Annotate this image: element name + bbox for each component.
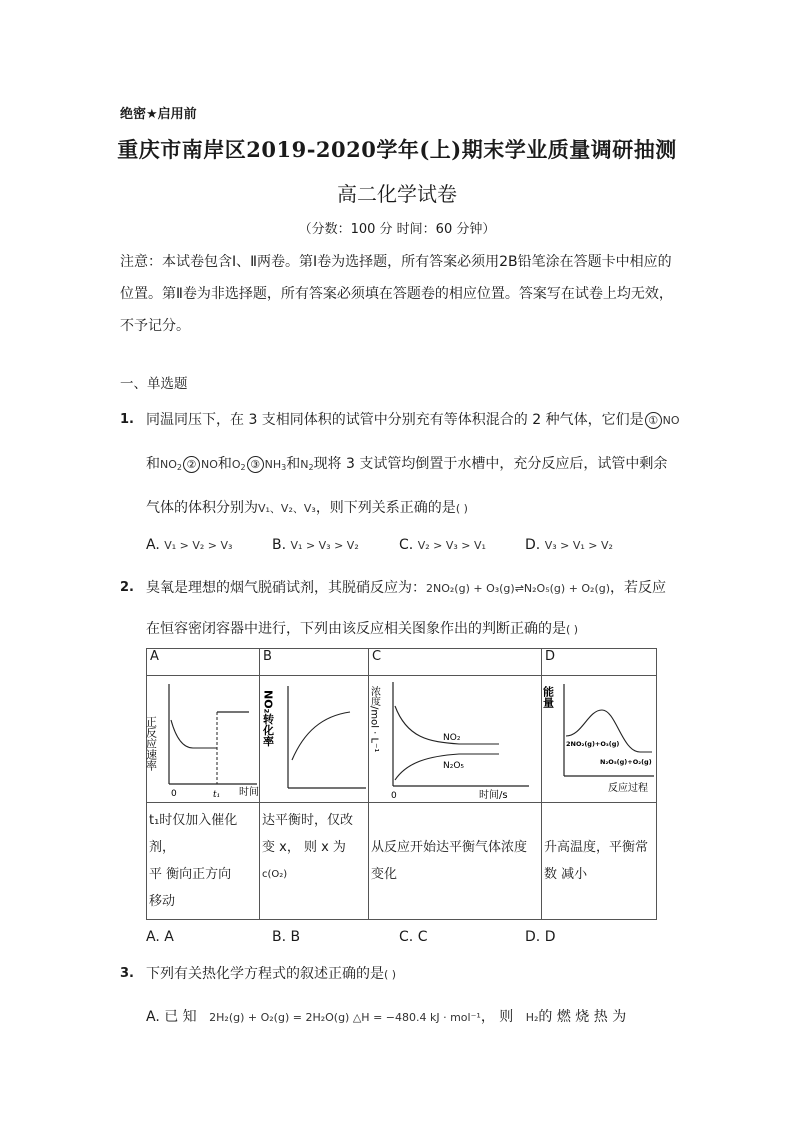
graph-c-xlabel: 时间/s	[479, 790, 508, 801]
exam-notice: 注意：本试卷包含Ⅰ、Ⅱ两卷。第Ⅰ卷为选择题，所有答案必须用2B铅笔涂在答题卡中相应的位置。第Ⅱ卷为非选择题，所有答案必须填在答题卷的相应位置。答案写在试卷上均无效，不予记分。	[120, 254, 673, 334]
graph-d-ylabel: 能量	[541, 686, 555, 708]
q2-option-a[interactable]: A. A	[146, 929, 174, 945]
graph-c-ylabel: 浓度/mol · L⁻¹	[368, 686, 380, 753]
graph-cell-d	[542, 676, 657, 803]
q1-he: 和	[217, 456, 232, 472]
q2-text: 在恒容密闭容器中进行，下列由该反应相关图象作出的判断正确的是	[146, 621, 566, 637]
question-number: 1.	[120, 412, 134, 427]
circle-num: ②	[183, 456, 200, 473]
graph-a-t1: t₁	[213, 790, 221, 800]
exam-subtitle: 高二化学试卷	[337, 182, 457, 206]
q3-option-a[interactable]: A. 已 知 2H₂(g) + O₂(g) = 2H₂O(g) △H = −480.4 kJ · mol⁻¹， 则 H₂的 燃 烧 热 为	[146, 1009, 627, 1025]
thermo-equation: 2H₂(g) + O₂(g) = 2H₂O(g) △H = −480.4 kJ · mol⁻¹	[209, 1011, 481, 1024]
graph-cell-b	[260, 676, 369, 803]
graph-a-ylabel: 正反应速率	[144, 716, 158, 771]
graph-d-xlabel: 反应过程	[608, 783, 648, 794]
q2-line2	[146, 618, 578, 638]
q2-option-c[interactable]: C. C	[399, 929, 428, 945]
q1-option-a[interactable]: A. V₁ > V₂ > V₃	[146, 537, 233, 553]
q2-option-b[interactable]: B. B	[272, 929, 301, 945]
graph-cell-a	[144, 676, 260, 803]
q1-he: 和	[146, 456, 160, 472]
graph-a-xlabel: 时间	[239, 787, 259, 798]
gas-label: $N_2$	[300, 458, 314, 472]
q1-text: 同温同压下，在 3 支相同体积的试管中分别充有等体积混合的 2 种气体，它们是	[146, 412, 644, 428]
gas-label: $NH_3$	[264, 458, 287, 472]
q1-line1	[146, 409, 680, 429]
table-header-b: B	[260, 649, 369, 676]
question-number: 2.	[120, 580, 134, 595]
graph-d-energy	[542, 676, 656, 802]
graph-b-ylabel: NO₂转化率	[261, 690, 275, 747]
exam-title: 重庆市南岸区2019-2020学年(上)期末学业质量调研抽测	[117, 137, 677, 162]
q1-text: 气体的体积分别为	[146, 500, 258, 516]
circle-num: ③	[247, 456, 264, 473]
desc-c: 从反应开始达平衡气体浓度 变化	[369, 803, 542, 920]
graph-table	[146, 648, 657, 920]
q1-he: 和	[286, 456, 301, 472]
q1-line2	[146, 453, 667, 473]
q1-line3	[146, 497, 468, 517]
graph-b-conversion	[260, 676, 368, 802]
graph-a-reaction-rate	[144, 676, 259, 802]
gas-label: NO	[662, 414, 680, 427]
q1-text: ，则下列关系正确的是	[315, 500, 456, 516]
q1-text: 现将 3 支试管均倒置于水槽中，充分反应后，试管中剩余	[313, 456, 668, 472]
answer-paren: ( )	[566, 623, 579, 636]
question-number: 3.	[120, 966, 134, 981]
circle-num: ①	[645, 412, 662, 429]
graph-d-left-label: 2NO₂(g)+O₃(g)	[566, 740, 620, 748]
q3-line1	[146, 963, 396, 983]
graph-c-concentration	[369, 676, 541, 802]
answer-paren: ( )	[384, 968, 397, 981]
desc-a: t₁时仅加入催化剂， 平 衡向正方向 移动	[147, 803, 260, 920]
graph-cell-c	[369, 676, 542, 803]
h2-label: H₂	[525, 1011, 539, 1024]
reaction-equation: 2NO₂(g) + O₃(g)⇌N₂O₅(g) + O₂(g)	[426, 582, 611, 595]
table-header-c: C	[369, 649, 542, 676]
q2-text: 臭氧是理想的烟气脱硝试剂，其脱硝反应为：	[146, 580, 426, 596]
q1-option-b[interactable]: B. V₁ > V₃ > V₂	[272, 537, 359, 553]
volume-vars: V₁、V₂、V₃	[258, 502, 316, 515]
answer-paren: ( )	[455, 502, 468, 515]
table-header-a: A	[147, 649, 260, 676]
secret-mark: 绝密★启用前	[120, 107, 197, 122]
gas-label: NO	[200, 458, 218, 471]
section-title: 一、单选题	[120, 376, 188, 392]
graph-c-curve2: N₂O₅	[443, 761, 465, 771]
exam-meta: （分数：100 分 时间：60 分钟）	[298, 222, 496, 237]
q2-text: ，若反应	[610, 580, 667, 596]
graph-c-origin: 0	[391, 791, 397, 801]
q3-text: 下列有关热化学方程式的叙述正确的是	[146, 966, 384, 982]
q1-option-c[interactable]: C. V₂ > V₃ > V₁	[399, 537, 486, 553]
desc-d: 升高温度，平衡常 数 减小	[542, 803, 657, 920]
gas-label: $NO_2$	[160, 458, 182, 472]
q1-option-d[interactable]: D. V₃ > V₁ > V₂	[525, 537, 613, 553]
graph-a-origin: 0	[171, 789, 177, 799]
q2-option-d[interactable]: D. D	[525, 929, 556, 945]
q2-line1	[146, 577, 666, 597]
graph-c-curve1: NO₂	[443, 733, 461, 743]
table-header-d: D	[542, 649, 657, 676]
desc-b: 达平衡时，仅改 变 x， 则 x 为 c(O₂)	[260, 803, 369, 920]
graph-d-right-label: N₂O₅(g)+O₂(g)	[600, 758, 652, 766]
gas-label: $O_2$	[231, 458, 246, 472]
